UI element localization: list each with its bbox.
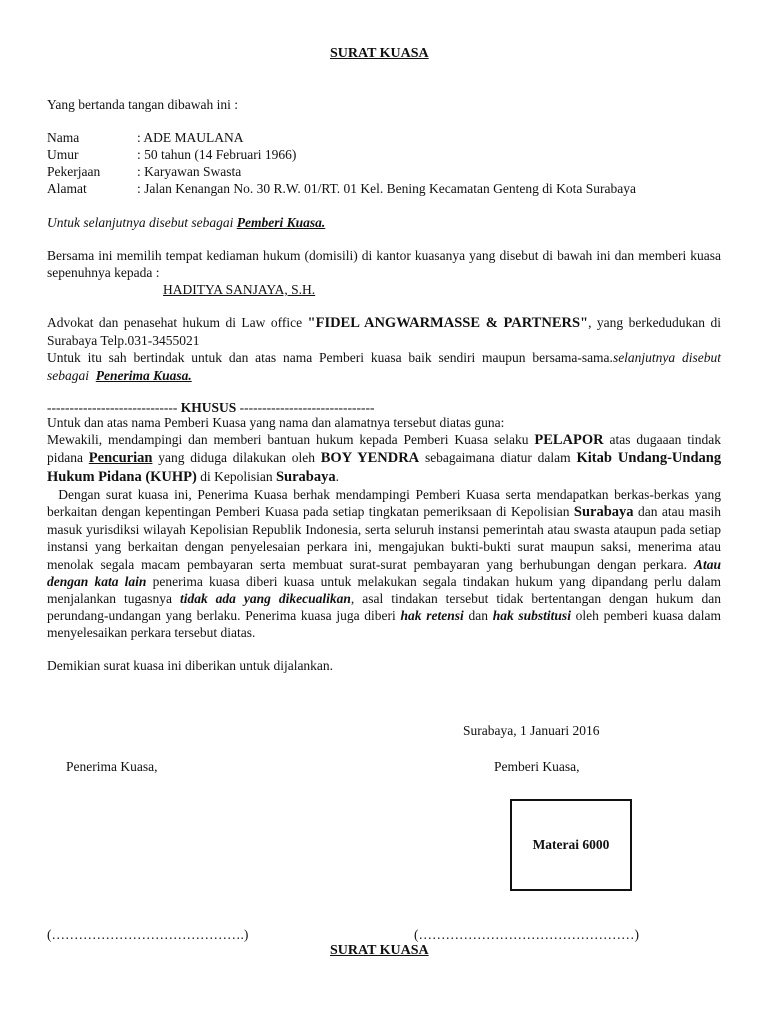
identity-value: : Karyawan Swasta — [137, 164, 242, 179]
identity-label: Alamat — [47, 181, 87, 196]
advokat-authority: Untuk itu sah bertindak untuk dan atas nama Pemberi kuasa baik sendiri maupun bersama-sama. — [47, 350, 613, 366]
dengan-text-5: dan — [468, 608, 488, 624]
firm-name: "FIDEL ANGWARMASSE & PARTNERS" — [307, 315, 589, 331]
identity-value: : 50 tahun (14 Februari 1966) — [137, 147, 297, 162]
substitusi-term: hak substitusi — [492, 608, 571, 624]
kuhp-term: Kitab Undang-Undang Hukum Pidana (KUHP) — [47, 450, 722, 485]
identity-address-row — [47, 180, 636, 197]
footer-title: SURAT KUASA — [330, 943, 429, 958]
advokat-suffix: selanjutnya disebut sebagai — [47, 350, 721, 383]
tidak-term: tidak ada yang dikecualikan — [179, 591, 351, 607]
signature-line-right: (…………………………………………) — [414, 927, 639, 942]
lawyer-name-text: HADITYA SANJAYA, S.H. — [163, 282, 316, 297]
domisili-text: Bersama ini memilih tempat kediaman hukum (domisili) di kantor kuasanya yang disebut di bawah ini dan memberi kuasa sepenuhnya kepada : — [47, 248, 721, 281]
identity-age-row — [47, 146, 296, 163]
dengan-text-6: oleh pemberi kuasa dalam menyelesaikan perkara tersebut diatas. — [47, 608, 722, 641]
domisili-paragraph — [47, 247, 721, 281]
city-term: Surabaya — [275, 468, 336, 485]
signature-line-left: (…………………………………….) — [47, 927, 249, 942]
pemberi-prefix: Untuk selanjutnya disebut sebagai — [47, 215, 234, 230]
mewakili-text-4: sebagaimana diatur dalam — [424, 450, 571, 466]
khusus-dashes-right: ------------------------------ — [239, 400, 375, 415]
penerima-term: Penerima Kuasa. — [95, 367, 192, 383]
mewakili-paragraph — [47, 431, 721, 486]
closing-line: Demikian surat kuasa ini diberikan untuk dijalankan. — [47, 658, 334, 673]
retensi-term: hak retensi — [400, 608, 464, 624]
pelapor-term: PELAPOR — [534, 432, 604, 449]
identity-label: Umur — [47, 147, 79, 162]
atau-term: Atau dengan kata lain — [47, 556, 721, 589]
penerima-kuasa-label: Penerima Kuasa, — [66, 759, 158, 774]
lawyer-name — [163, 281, 315, 298]
identity-label: Nama — [47, 130, 80, 145]
identity-value: : Jalan Kenangan No. 30 R.W. 01/RT. 01 Kel. Bening Kecamatan Genteng di Kota Surabaya — [137, 181, 636, 196]
pemberi-kuasa-line — [47, 214, 325, 231]
advokat-text: Advokat dan penasehat hukum di Law office — [47, 315, 303, 330]
advokat-address: , yang berkedudukan di Surabaya Telp.031-3455021 — [47, 315, 721, 349]
advokat-paragraph — [47, 314, 721, 384]
pemberi-term: Pemberi Kuasa. — [236, 215, 326, 230]
materai-stamp-box — [510, 799, 632, 891]
suspect-name: BOY YENDRA — [320, 450, 420, 467]
city-term: Surabaya — [573, 504, 634, 521]
dengan-paragraph — [47, 486, 721, 642]
materai-label: Materai 6000 — [532, 837, 610, 852]
place-date: Surabaya, 1 Januari 2016 — [463, 723, 600, 738]
mewakili-text-5: di Kepolisian — [200, 468, 273, 484]
mewakili-text: Mewakili, mendampingi dan memberi bantuan hukum kepada Pemberi Kuasa selaku — [47, 432, 529, 448]
dengan-text: Dengan surat kuasa ini, Penerima Kuasa berhak mendampingi Pemberi Kuasa serta mendapatkan berkas-berkas yang berkaitan dengan kepentingan Pemberi Kuasa pada setiap tingkatan pemeriksaan di Kepolisian — [47, 486, 722, 520]
mewakili-text-3: yang diduga dilakukan oleh — [158, 450, 315, 466]
khusus-intro: Untuk dan atas nama Pemberi Kuasa yang nama dan alamatnya tersebut diatas guna: — [47, 415, 505, 430]
identity-name-row — [47, 129, 244, 146]
intro-line: Yang bertanda tangan dibawah ini : — [47, 97, 238, 112]
mewakili-period: . — [335, 468, 339, 484]
khusus-body — [47, 414, 721, 642]
mewakili-text-2: atas dugaaan tindak pidana — [47, 432, 722, 466]
pemberi-kuasa-label: Pemberi Kuasa, — [494, 759, 580, 774]
document-title: SURAT KUASA — [330, 46, 429, 61]
dengan-text-4: , asal tindakan tersebut tidak bertentangan dengan hukum dan perundang-undangan yang berlaku. Penerima kuasa juga diberi — [47, 591, 721, 624]
dengan-text-2: dan atau masih masuk yurisdiksi wilayah Kepolisian Republik Indonesia, serta seluruh instansi pemerintah atau swasta ataupun pada setiap instansi yang berkaitan dengan penyelesaian perkara ini, mengajukan bukti-bukti surat maupun saksi, menerima atau menolak segala macam pembayaran serta membuat surat-surat pembayaran yang berhubungan dengan perkara. — [47, 504, 722, 572]
identity-value: : ADE MAULANA — [137, 130, 244, 145]
identity-label: Pekerjaan — [47, 164, 101, 179]
dengan-text-3: penerima kuasa diberi kuasa untuk melakukan segala tindakan hukum yang dipandang perlu dalam menjalankan tugasnya — [47, 573, 721, 607]
pencurian-term: Pencurian — [88, 450, 153, 467]
khusus-label: KHUSUS — [180, 400, 237, 415]
identity-job-row — [47, 163, 241, 180]
khusus-dashes-left: ----------------------------- — [47, 400, 178, 415]
